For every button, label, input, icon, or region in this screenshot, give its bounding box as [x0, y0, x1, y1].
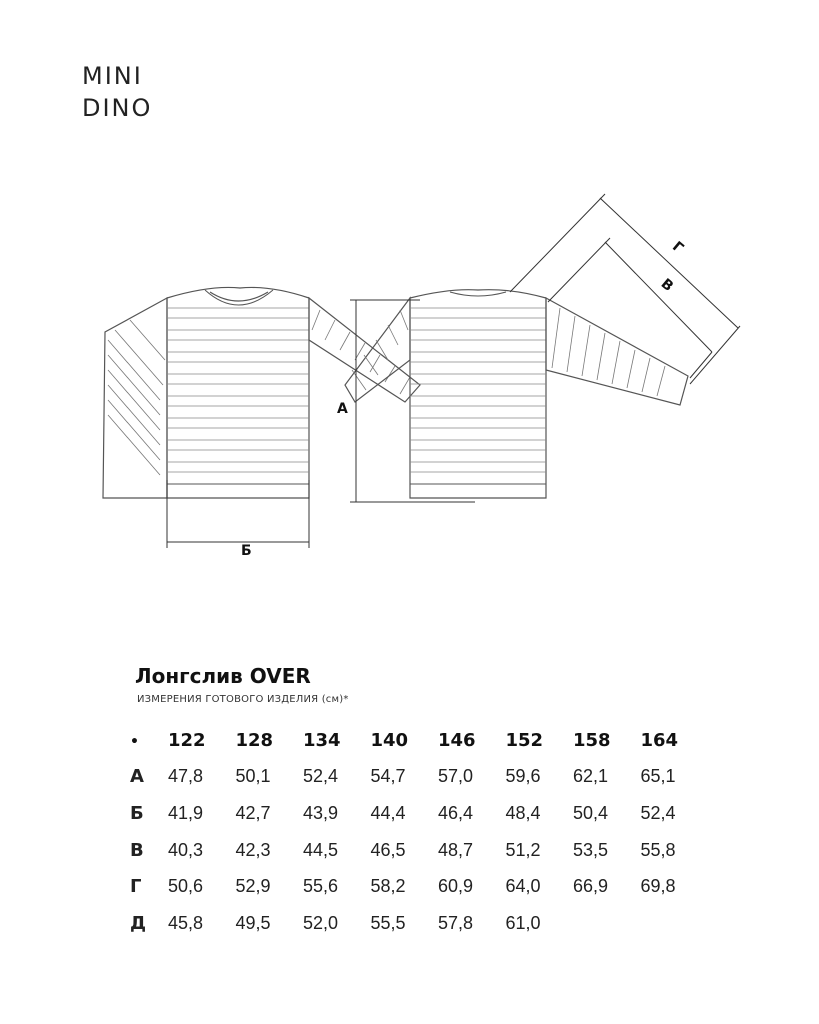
- table-cell: 66,9: [573, 876, 609, 897]
- table-cell: 61,0: [505, 912, 541, 933]
- label-v: В: [657, 275, 677, 295]
- table-cell: 48,4: [505, 802, 541, 823]
- table-row: [130, 905, 708, 942]
- front-right-sleeve: [309, 298, 420, 402]
- row-label: А: [130, 766, 144, 788]
- size-header: 134: [303, 729, 341, 751]
- table-cell: [573, 905, 641, 942]
- label-g: Г: [669, 238, 687, 257]
- front-view: [103, 287, 420, 548]
- table-cell: 52,0: [303, 912, 339, 933]
- table-cell: 64,0: [505, 876, 541, 897]
- size-header-row: [130, 722, 708, 759]
- bullet-icon: •: [130, 733, 139, 750]
- brand-logo: [82, 60, 152, 124]
- row-label: Д: [130, 912, 147, 934]
- row-label: Б: [130, 802, 144, 824]
- table-cell: 57,0: [438, 766, 474, 787]
- table-cell: 45,8: [168, 912, 204, 933]
- table-cell: 52,9: [235, 876, 271, 897]
- size-header: 164: [640, 729, 679, 751]
- table-cell: 42,7: [235, 802, 271, 823]
- table-row: [130, 759, 708, 796]
- table-cell: 60,9: [438, 876, 474, 897]
- table-cell: 58,2: [370, 876, 406, 897]
- size-table-corner: [130, 722, 168, 759]
- size-header: 128: [235, 729, 274, 751]
- label-a: А: [337, 401, 348, 417]
- table-cell: 57,8: [438, 912, 474, 933]
- table-cell: 44,5: [303, 839, 339, 860]
- product-subtitle: ИЗМЕРЕНИЯ ГОТОВОГО ИЗДЕЛИЯ (см)*: [137, 694, 349, 705]
- size-table: [130, 722, 708, 942]
- table-cell: 44,4: [370, 802, 406, 823]
- table-cell: 41,9: [168, 802, 204, 823]
- table-cell: 50,6: [168, 876, 204, 897]
- product-title: Лонгслив OVER: [135, 664, 311, 688]
- table-row: [130, 832, 708, 869]
- front-left-sleeve: [103, 298, 167, 498]
- table-cell: 50,4: [573, 802, 609, 823]
- table-cell: 43,9: [303, 802, 339, 823]
- table-cell: 52,4: [303, 766, 339, 787]
- table-cell: 54,7: [370, 766, 406, 787]
- label-b: Б: [241, 543, 252, 559]
- table-cell: 55,5: [370, 912, 406, 933]
- row-label: Г: [130, 876, 142, 898]
- size-header: 122: [168, 729, 206, 751]
- table-cell: 65,1: [640, 766, 676, 787]
- size-header: 152: [505, 729, 544, 751]
- size-header: 140: [370, 729, 409, 751]
- brand-logo-line2: DINO: [82, 94, 153, 122]
- table-cell: 42,3: [235, 839, 271, 860]
- table-cell: 46,5: [370, 839, 406, 860]
- garment-sketch: [0, 180, 819, 560]
- table-cell: 51,2: [505, 839, 541, 860]
- table-cell: 46,4: [438, 802, 474, 823]
- row-label: В: [130, 839, 144, 861]
- table-row: [130, 795, 708, 832]
- table-cell: [641, 905, 709, 942]
- table-row: [130, 868, 708, 905]
- brand-logo-line1: MINI: [82, 62, 143, 90]
- size-header: 158: [573, 729, 611, 751]
- table-cell: 53,5: [573, 839, 609, 860]
- table-cell: 47,8: [168, 766, 204, 787]
- table-cell: 55,6: [303, 876, 339, 897]
- table-cell: 40,3: [168, 839, 204, 860]
- table-cell: 62,1: [573, 766, 609, 787]
- table-cell: 69,8: [640, 876, 676, 897]
- table-cell: 48,7: [438, 839, 474, 860]
- table-cell: 49,5: [235, 912, 271, 933]
- table-cell: 50,1: [235, 766, 271, 787]
- size-header: 146: [438, 729, 476, 751]
- table-cell: 55,8: [640, 839, 676, 860]
- table-cell: 52,4: [640, 802, 676, 823]
- table-cell: 59,6: [505, 766, 541, 787]
